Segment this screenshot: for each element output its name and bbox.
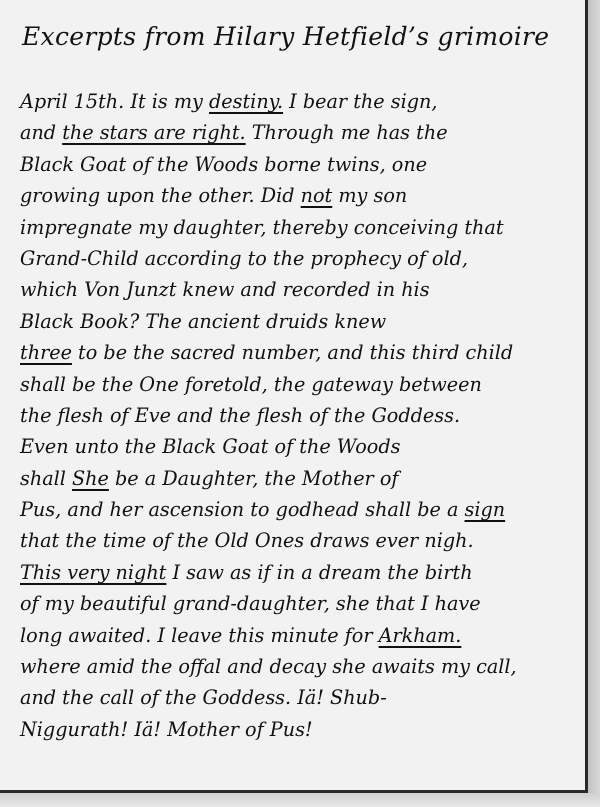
text-segment: I saw as if in a dream the birth	[166, 560, 473, 584]
text-segment: my son	[332, 184, 408, 208]
text-line	[20, 525, 575, 556]
text-line	[20, 651, 575, 682]
text-segment: Niggurath! Iä! Mother of Pus!	[20, 717, 313, 741]
text-segment: shall be the One foretold, the gateway between	[20, 372, 482, 396]
text-line	[20, 557, 575, 588]
text-segment: of my beautiful grand-daughter, she that I have	[20, 592, 481, 616]
underlined-word: three	[20, 341, 72, 365]
text-segment: Even unto the Black Goat of the Woods	[20, 435, 401, 459]
text-line	[20, 180, 575, 211]
text-line	[20, 369, 575, 400]
text-line	[20, 463, 575, 494]
text-segment: where amid the offal and decay she awaits my call,	[20, 655, 517, 679]
text-line	[20, 86, 575, 117]
text-line	[20, 274, 575, 305]
underlined-word: not	[300, 184, 333, 208]
text-line	[20, 588, 575, 619]
text-line	[20, 306, 575, 337]
underlined-word: She	[72, 466, 109, 490]
text-line	[20, 431, 575, 462]
text-line	[20, 149, 575, 180]
text-segment: that the time of the Old Ones draws ever nigh.	[20, 529, 474, 553]
text-segment: the flesh of Eve and the flesh of the Goddess.	[20, 403, 461, 427]
page-bottom-edge	[0, 793, 600, 807]
text-line	[20, 117, 575, 148]
text-segment: Black Goat of the Woods borne twins, one	[20, 152, 428, 176]
text-segment: Through me has the	[245, 121, 448, 145]
text-segment: growing upon the other. Did	[20, 184, 301, 208]
text-line	[20, 400, 575, 431]
text-segment: which Von Junzt knew and recorded in his	[20, 278, 430, 302]
document-title: Excerpts from Hilary Hetfield’s grimoire	[22, 22, 550, 51]
text-segment: Black Book? The ancient druids knew	[20, 309, 387, 333]
text-segment: Pus, and her ascension to godhead shall be a	[20, 498, 465, 522]
underlined-word: sign	[464, 498, 506, 522]
text-segment: and the call of the Goddess. Iä! Shub-	[20, 686, 387, 710]
text-segment: April 15th. It is my	[20, 90, 209, 113]
text-segment: long awaited. I leave this minute for	[20, 623, 379, 647]
text-segment: shall	[20, 466, 73, 490]
text-line	[20, 212, 575, 243]
text-line	[20, 243, 575, 274]
text-line	[20, 337, 575, 368]
text-segment: be a Daughter, the Mother of	[108, 466, 399, 490]
text-segment: I bear the sign,	[283, 90, 438, 113]
text-segment: and	[20, 121, 63, 145]
text-segment: to be the sacred number, and this third child	[71, 341, 514, 365]
underlined-word: This very night	[20, 560, 167, 584]
underlined-word: Arkham.	[378, 623, 462, 647]
text-line	[20, 620, 575, 651]
text-line	[20, 682, 575, 713]
text-line	[20, 714, 575, 745]
underlined-word: destiny.	[208, 90, 284, 113]
grimoire-body	[20, 86, 575, 745]
text-line	[20, 494, 575, 525]
underlined-word: the stars are right.	[62, 121, 246, 145]
text-segment: Grand-Child according to the prophecy of old,	[20, 246, 468, 270]
text-segment: impregnate my daughter, thereby conceiving that	[20, 215, 504, 239]
